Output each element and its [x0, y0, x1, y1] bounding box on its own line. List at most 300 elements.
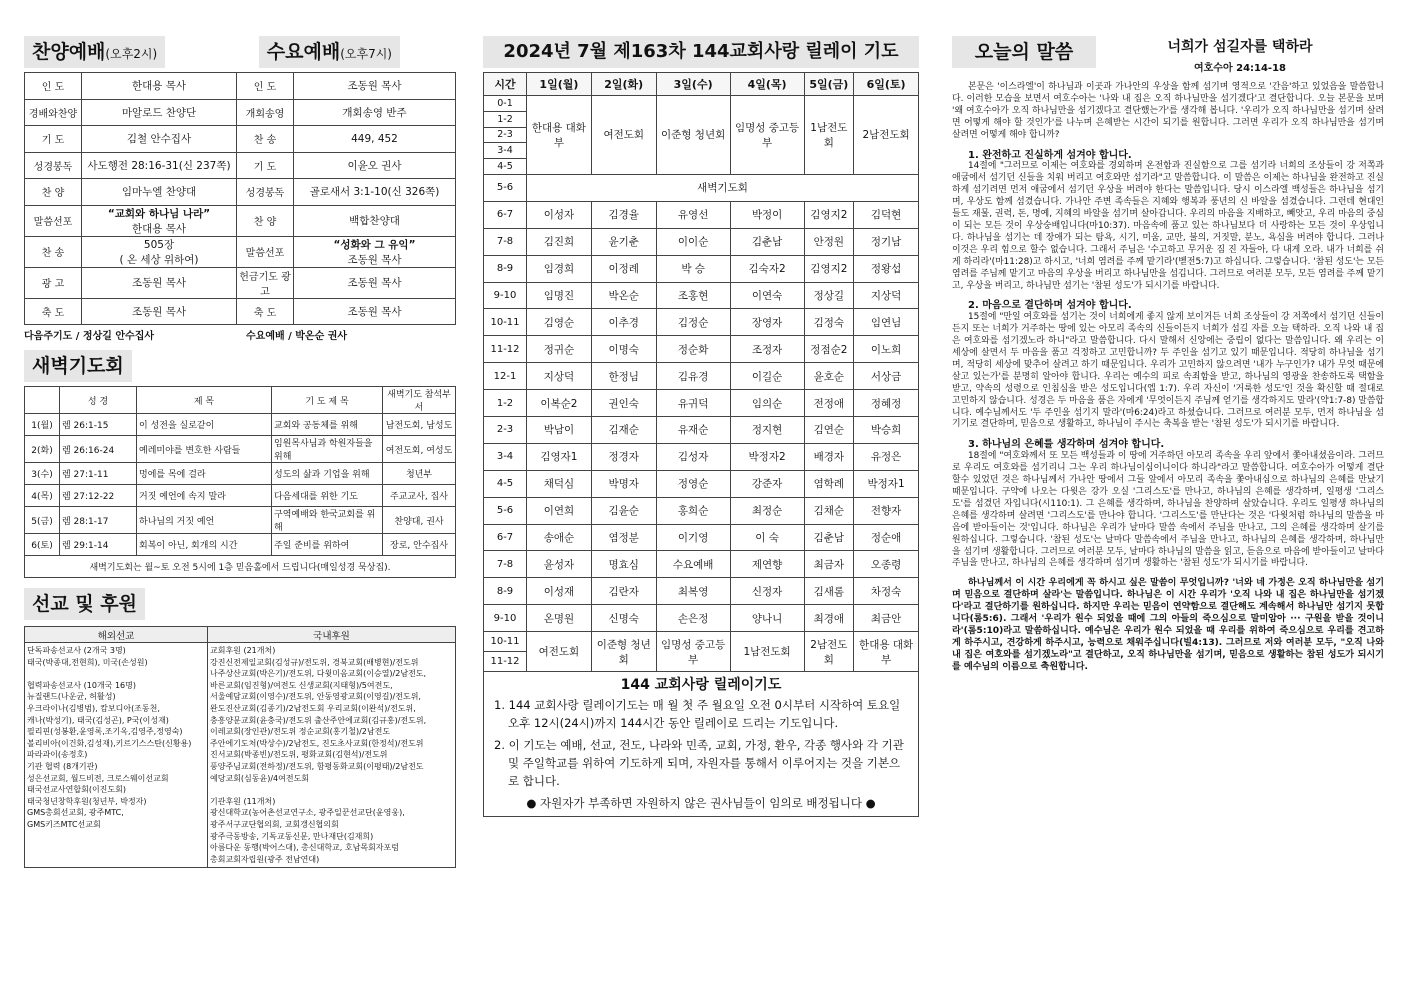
relay-row	[484, 551, 919, 578]
relay-cell: 정혜정	[854, 390, 919, 417]
relay-row	[484, 336, 919, 363]
sunday-row-value-text: “교회와 하나님 나라”	[107, 207, 211, 220]
wednesday-row-value-sub: 조동원 목사	[347, 253, 402, 266]
dawn-prayer: 임원목사님과 학원자들을 위해	[272, 436, 383, 463]
relay-time: 8-9	[484, 255, 527, 282]
relay-time: 11-12	[484, 336, 527, 363]
overseas-line: 볼리비아(이건화,김성재),키르기스스탄(신황용)	[27, 738, 192, 748]
overseas-mission-list	[25, 643, 208, 868]
domestic-line: 나주상산교회(박은기)/전도위, 다윗미음교회(이승열)/2남전도,	[210, 669, 427, 679]
domestic-line: 풍양주님교회(전하정)/전도위, 함평동화교회(이평태)/2남전도	[210, 761, 424, 771]
wednesday-row-value	[294, 152, 456, 179]
relay-header: 5일(금)	[804, 73, 854, 96]
relay-cell: 정순화	[656, 336, 730, 363]
relay-cell: 유재순	[656, 417, 730, 444]
relay-cell: 조정자	[730, 336, 804, 363]
overseas-line: 파라과이(송정호)	[27, 750, 88, 760]
relay-time: 11-12	[484, 652, 527, 672]
sunday-row-value	[82, 205, 237, 236]
relay-cell: 박온순	[591, 282, 656, 309]
dawn-dept: 찬양대, 권사	[383, 507, 456, 534]
relay-cell: 임연님	[854, 309, 919, 336]
relay-time: 10-11	[484, 632, 527, 652]
wednesday-row-label: 개회송영	[237, 99, 294, 126]
relay-row	[484, 470, 919, 497]
relay-row	[484, 282, 919, 309]
relay-time: 2-3	[484, 417, 527, 444]
service-row	[25, 267, 456, 298]
relay-cell: 김채순	[804, 497, 854, 524]
relay-time: 6-7	[484, 524, 527, 551]
overseas-line: 필리핀(성봉환,윤영록,조기옥,김영주,정영숙)	[27, 727, 183, 737]
dawn-title: 멍에를 목에 걸라	[137, 463, 272, 485]
dawn-dept: 장로, 안수집사	[383, 534, 456, 556]
dawn-header-bible: 성 경	[60, 387, 137, 414]
relay-cell: 정영순	[656, 470, 730, 497]
overseas-line: 태국청년창학후원(청년부, 박정자)	[27, 796, 147, 806]
relay-time: 9-10	[484, 282, 527, 309]
relay-group-cell: 2남전도회	[854, 96, 919, 175]
wednesday-row-label: 찬 송	[237, 126, 294, 153]
relay-cell: 박남이	[527, 417, 592, 444]
relay-cell: 이노희	[854, 336, 919, 363]
relay-info-item-1: 1. 144 교회사랑 릴레이기도는 매 월 첫 주 월요일 오전 0시부터 시작하여 토요일 오후 12시(24시)까지 144시간 동안 릴레이로 드리는 기도입니다.	[494, 698, 901, 731]
dawn-title: 거짓 예언에 속지 말라	[137, 485, 272, 507]
relay-cell: 박정자1	[854, 470, 919, 497]
relay-cell: 정순애	[854, 524, 919, 551]
relay-header: 2일(화)	[591, 73, 656, 96]
relay-cell: 안정원	[804, 228, 854, 255]
domestic-line: 진서교회(박종빈)/전도위, 평화교회(김현석)/전도위	[210, 750, 388, 760]
relay-info-item-2: 2. 이 기도는 예배, 선교, 전도, 나라와 민족, 교회, 가정, 환우, 각종 행사와 각 기관 및 주일학교를 위하여 기도하게 되며, 자원자를 통해서 이루어지는 것을 기본으로 합니다.	[494, 738, 904, 789]
relay-cell: 최금안	[854, 605, 919, 632]
relay-cell: 김연순	[804, 417, 854, 444]
overseas-line: 성은선교회, 월드비전, 크로스웨이선교회	[27, 773, 169, 783]
wednesday-row-value-text: 449, 452	[351, 132, 398, 145]
dawn-day: 3(수)	[25, 463, 60, 485]
wednesday-row-value	[294, 179, 456, 206]
relay-group-cell: 임명성 중고등부	[656, 632, 730, 672]
dawn-header-prayer: 기 도 제 목	[272, 387, 383, 414]
dawn-prayer-table	[24, 386, 456, 578]
service-footer	[24, 327, 456, 342]
domestic-line: 교회후원 (21개처)	[210, 646, 276, 655]
relay-group-cell: 이준형 청년회	[591, 632, 656, 672]
dawn-title: 예레미야를 변호한 사람들	[137, 436, 272, 463]
relay-time: 1-2	[484, 111, 527, 127]
dawn-prayer: 주일 준비를 위하여	[272, 534, 383, 556]
relay-cell: 이추경	[591, 309, 656, 336]
overseas-line: 우크라이나(김병범), 캄보디아(조동천,	[27, 703, 160, 713]
relay-cell: 박정이	[730, 201, 804, 228]
relay-cell: 김경율	[591, 201, 656, 228]
sermon-section-body: 14절에 "그러므로 이제는 여호와를 경외하며 온전함과 진실함으로 그를 섬기라 너희의 조상들이 강 저쪽과 애굽에서 섬기던 신들을 치워 버리고 여호와만 섬기라"고 말씀합니다. 이 말씀은 이제는 하나님을 완전하고 진실하게 섬기려면 먼저 애굽에서 섬기던 우상을 버려야 한다는 말씀입니다. 당시 이스라엘 백성들은 하나님을 섬기며, 우상도 함께 섬겼습니다. 가나안 주변 족속들은 지혜와 행복과 풍년의 신 바알을 섬겼습니다. 그런데 현대인들도 재물, 권력, 돈, 명예, 지혜의 바알을 섬기며 살아갑니다. 우리의 마음을 지배하고, 빼앗고, 우리 마음의 중심이 되는 모든 것이 우상숭배입니다(마10:37). 마음속에 품고 있는 하나님보다 더 사랑하는 모든 것이 우상입니다. 하나님을 섬기는 데 장애가 되는 탐욕, 시기, 미움, 교만, 불의, 거짓말, 분노, 욕심을 버려야 합니다. 그러나 이것은 우리 힘으로 할수 없습니다. 그래서 주님은 '수고하고 무거운 짐 진 자들아, 다 내게 오라. 내가 너희를 쉬게 하리라'(마11:28)고 하시고, '너희 염려를 주께 맡기라'(벧전5:7)고 하십니다. 그렇습니다. '참된 성도'는 모든 염려를 주님께 맡기고 마음의 우상을 버리고 하나님만을 섬깁니다. 그러므로 여러분 모두, 모든 염려를 주께 맡기고, 우상을 버리고, 하나님만 섬기는 '참된 성도'가 되시기를 바랍니다.	[952, 161, 1384, 291]
relay-cell: 이성재	[527, 578, 592, 605]
dawn-bible: 렘 26:16-24	[60, 436, 137, 463]
relay-cell: 김춘남	[804, 524, 854, 551]
domestic-line: 이레교회(장인관)/전도위 정순교회(홍기철)/2남전도	[210, 727, 391, 737]
wednesday-row-label: 헌금기도 광 고	[237, 267, 294, 298]
relay-cell: 염학례	[804, 470, 854, 497]
relay-cell: 김영순	[527, 309, 592, 336]
relay-cell: 김성자	[656, 443, 730, 470]
wednesday-row-label: 말씀선포	[237, 236, 294, 267]
dawn-row	[25, 463, 456, 485]
relay-cell: 이복순2	[527, 390, 592, 417]
overseas-line: 협력파송선교사 (10개국 16명)	[27, 680, 136, 690]
relay-cell: 윤성자	[527, 551, 592, 578]
relay-header: 1일(월)	[527, 73, 592, 96]
relay-cell: 김정순	[656, 309, 730, 336]
relay-cell: 정지현	[730, 417, 804, 444]
sunday-row-value	[82, 179, 237, 206]
dawn-title: 하나님의 거짓 예언	[137, 507, 272, 534]
relay-time: 12-1	[484, 363, 527, 390]
relay-cell: 이연희	[527, 497, 592, 524]
relay-cell: 한정님	[591, 363, 656, 390]
relay-cell: 이기영	[656, 524, 730, 551]
relay-row	[484, 578, 919, 605]
relay-cell: 최금자	[804, 551, 854, 578]
relay-time: 5-6	[484, 497, 527, 524]
mission-table	[24, 626, 456, 868]
relay-cell: 김진희	[527, 228, 592, 255]
sunday-row-value-text: 505장	[143, 238, 175, 251]
relay-cell: 임의순	[730, 390, 804, 417]
relay-cell: 김윤순	[591, 497, 656, 524]
sunday-row-value-text: 사도행전 28:16-31(신 237쪽)	[87, 159, 231, 172]
relay-row	[484, 497, 919, 524]
relay-time: 7-8	[484, 551, 527, 578]
wednesday-row-label: 찬 양	[237, 205, 294, 236]
relay-group-cell: 여전도회	[527, 632, 592, 672]
wednesday-row-label: 성경봉독	[237, 179, 294, 206]
service-row	[25, 99, 456, 126]
relay-cell: 온명원	[527, 605, 592, 632]
dawn-day: 4(목)	[25, 485, 60, 507]
relay-row	[484, 632, 919, 652]
domestic-line: 충흥양문교회(윤충국)/전도위 출산주안에교회(김규홍)/전도위,	[210, 715, 427, 725]
dawn-title: 이 성전을 실로같이	[137, 414, 272, 436]
wednesday-row-value-text: 백합찬양대	[349, 215, 400, 227]
relay-cell: 이정례	[591, 255, 656, 282]
sermon-section-heading: 3. 하나님의 은혜를 생각하며 섬겨야 합니다.	[968, 439, 1165, 451]
domestic-line: 총회교회자립원(광주 전남연대)	[210, 854, 320, 864]
relay-cell: 김유경	[656, 363, 730, 390]
dawn-dept: 여전도회, 여성도	[383, 436, 456, 463]
relay-cell: 지상덕	[527, 363, 592, 390]
relay-cell: 명효심	[591, 551, 656, 578]
relay-cell: 정귀순	[527, 336, 592, 363]
relay-prayer-table	[483, 72, 919, 672]
sunday-row-label: 인 도	[25, 73, 82, 100]
wednesday-row-value	[294, 236, 456, 267]
sunday-row-value	[82, 73, 237, 100]
wednesday-row-value	[294, 205, 456, 236]
dawn-prayer: 교회와 공동체를 위해	[272, 414, 383, 436]
relay-group-cell: 2남전도회	[804, 632, 854, 672]
service-row	[25, 236, 456, 267]
relay-cell: 김덕현	[854, 201, 919, 228]
relay-cell: 유정은	[854, 443, 919, 470]
relay-cell: 전정애	[804, 390, 854, 417]
relay-row	[484, 417, 919, 444]
domestic-line: 예당교회(심동윤)/4여전도회	[210, 773, 310, 783]
relay-time: 5-6	[484, 174, 527, 201]
relay-header: 6일(토)	[854, 73, 919, 96]
sermon-title: 너희가 섬길자를 택하라	[1167, 39, 1313, 55]
relay-header: 4일(목)	[730, 73, 804, 96]
sunday-row-value	[82, 236, 237, 267]
overseas-line: 단독파송선교사 (2개국 3명)	[27, 646, 126, 655]
dawn-header-title: 제 목	[137, 387, 272, 414]
sunday-row-value-text: 김철 안수집사	[126, 133, 192, 146]
dawn-day: 2(화)	[25, 436, 60, 463]
dawn-day: 6(토)	[25, 534, 60, 556]
service-row	[25, 73, 456, 100]
sunday-row-value-text: 조동원 목사	[131, 305, 187, 318]
relay-cell: 박 승	[656, 255, 730, 282]
relay-cell: 최경애	[804, 605, 854, 632]
overseas-line: 태국(박종대,전현희), 미국(손성원)	[27, 657, 148, 667]
relay-row	[484, 390, 919, 417]
domestic-line: 바른교회(임진형)/여전도 신생교회(지태형)/5여전도,	[210, 680, 393, 690]
relay-time: 4-5	[484, 159, 527, 175]
relay-row	[484, 255, 919, 282]
relay-cell: 송애순	[527, 524, 592, 551]
relay-time: 2-3	[484, 127, 527, 143]
relay-cell: 정왕섭	[854, 255, 919, 282]
service-row	[25, 126, 456, 153]
sermon-section-heading: 2. 마음으로 결단하며 섬겨야 합니다.	[968, 300, 1132, 312]
sermon-section-heading: 1. 완전하고 진실하게 섬겨야 합니다.	[968, 149, 1132, 161]
wednesday-row-value	[294, 99, 456, 126]
domestic-line: 광주서구교단협의회, 교회갱신협의회	[210, 819, 339, 829]
relay-cell: 김재순	[591, 417, 656, 444]
relay-prayer-title: 2024년 7월 제163차 144교회사랑 릴레이 기도	[483, 36, 919, 68]
relay-cell: 윤기춘	[591, 228, 656, 255]
relay-cell: 염정분	[591, 524, 656, 551]
relay-group-cell: 1남전도회	[730, 632, 804, 672]
relay-cell: 김영자1	[527, 443, 592, 470]
wednesday-row-value	[294, 298, 456, 325]
overseas-line: GMS총회선교회, 광주MTC,	[27, 808, 124, 818]
overseas-line: 기관 협력 (8개기관)	[27, 761, 98, 771]
sermon-sections	[952, 150, 1384, 571]
wednesday-row-value	[294, 73, 456, 100]
relay-cell: 정기남	[854, 228, 919, 255]
overseas-line: GMS키즈MTC선교회	[27, 819, 101, 829]
sunday-row-label: 찬 양	[25, 179, 82, 206]
service-row	[25, 152, 456, 179]
relay-cell: 신정자	[730, 578, 804, 605]
relay-time: 9-10	[484, 605, 527, 632]
relay-info-title: 144 교회사랑 릴레이기도	[620, 677, 782, 694]
dawn-row	[25, 507, 456, 534]
relay-cell: 차정숙	[854, 578, 919, 605]
relay-time: 6-7	[484, 201, 527, 228]
dawn-header-dept: 새벽기도 참석부서	[383, 387, 456, 414]
relay-cell: 김춘남	[730, 228, 804, 255]
domestic-line	[210, 784, 453, 796]
relay-time: 0-1	[484, 96, 527, 112]
domestic-line: 완도진산교회(김종기)/2남전도회 우리교회(이완석)/전도위,	[210, 703, 416, 713]
sunday-row-label: 광 고	[25, 267, 82, 298]
relay-cell: 배경자	[804, 443, 854, 470]
mission-col-domestic: 국내후원	[208, 627, 456, 643]
relay-cell: 오종령	[854, 551, 919, 578]
left-column	[24, 36, 456, 868]
sunday-row-value	[82, 152, 237, 179]
wednesday-row-value	[294, 267, 456, 298]
relay-cell: 채덕심	[527, 470, 592, 497]
service-row	[25, 179, 456, 206]
relay-cell: 양나니	[730, 605, 804, 632]
dawn-row	[25, 414, 456, 436]
relay-cell: 박명자	[591, 470, 656, 497]
dawn-bible: 렘 27:1-11	[60, 463, 137, 485]
relay-row	[484, 309, 919, 336]
relay-dawn-service: 새벽기도회	[527, 174, 919, 201]
dawn-prayer: 구역예배와 한국교회를 위해	[272, 507, 383, 534]
relay-cell: 정상길	[804, 282, 854, 309]
relay-group-cell: 임명성 중고등부	[730, 96, 804, 175]
domestic-line: 광주극동방송, 기독교동신문, 만나재단(김재희)	[210, 831, 374, 841]
sunday-row-label: 기 도	[25, 126, 82, 153]
relay-cell: 박정자2	[730, 443, 804, 470]
sunday-row-value-sub: ( 온 세상 위하여)	[119, 253, 199, 266]
relay-cell: 최복영	[656, 578, 730, 605]
dawn-prayer: 성도의 삶과 기업을 위해	[272, 463, 383, 485]
relay-header: 시간	[484, 73, 527, 96]
relay-cell: 이길순	[730, 363, 804, 390]
sunday-row-value-text: 한대용 목사	[131, 80, 187, 93]
relay-row-dawn	[484, 174, 919, 201]
sunday-row-value	[82, 99, 237, 126]
dawn-prayer-header: 새벽기도회	[24, 350, 132, 382]
sunday-row-value-text: 마알로드 찬양단	[121, 106, 197, 119]
sunday-row-value-sub: 한대용 목사	[131, 222, 187, 235]
relay-cell: 서상금	[854, 363, 919, 390]
service-row	[25, 205, 456, 236]
relay-row	[484, 201, 919, 228]
sermon-reference: 여호수아 24:14-18	[1193, 63, 1287, 74]
middle-column	[483, 36, 919, 817]
domestic-support-list	[208, 643, 456, 868]
overseas-line: 뉴질랜드(나운균, 허활성)	[27, 692, 116, 702]
relay-cell: 임명진	[527, 282, 592, 309]
sunday-row-value	[82, 126, 237, 153]
service-row	[25, 298, 456, 325]
dawn-bible: 렘 28:1-17	[60, 507, 137, 534]
sunday-row-value	[82, 267, 237, 298]
wednesday-row-value-text: 조동원 목사	[347, 277, 402, 289]
sunday-row-value	[82, 298, 237, 325]
relay-cell: 수요예배	[656, 551, 730, 578]
dawn-bible: 렘 27:12-22	[60, 485, 137, 507]
relay-info-box	[483, 672, 919, 817]
wednesday-row-value-text: “성화와 그 유익”	[333, 238, 416, 251]
relay-cell: 김숙자2	[730, 255, 804, 282]
relay-cell: 이 숙	[730, 524, 804, 551]
wednesday-row-label: 축 도	[237, 298, 294, 325]
relay-cell: 유영선	[656, 201, 730, 228]
relay-header: 3일(수)	[656, 73, 730, 96]
relay-cell: 손은정	[656, 605, 730, 632]
relay-cell: 김영지2	[804, 201, 854, 228]
wednesday-row-value	[294, 126, 456, 153]
sunday-next-prayer: 다음주기도 / 정상길 안수집사	[24, 331, 155, 342]
sunday-service-header: 찬양예배(오후2시)	[24, 36, 165, 68]
relay-cell: 김정숙	[804, 309, 854, 336]
overseas-line: 캐나(박성기), 태국(김성곤), P국(이성재)	[27, 715, 169, 725]
sunday-row-value-text: 조동원 목사	[131, 277, 187, 289]
domestic-line: 아름다운 동행(박어스대), 총신대학교, 호남목회자포럼	[210, 843, 399, 853]
relay-cell: 정점순2	[804, 336, 854, 363]
relay-row	[484, 443, 919, 470]
relay-group-cell: 한대용 대화부	[527, 96, 592, 175]
relay-time: 3-4	[484, 143, 527, 159]
dawn-bible: 렘 26:1-15	[60, 414, 137, 436]
sunday-row-label: 말씀선포	[25, 205, 82, 236]
sunday-row-label: 성경봉독	[25, 152, 82, 179]
sermon-section-body: 15절에 "만일 여호와를 섬기는 것이 너희에게 좋지 않게 보이거든 너희 조상들이 강 저쪽에서 섬기던 신들이든지 또는 너희가 거주하는 땅에 있는 아모리 족속의 신들이든지 너희가 섬길 자를 오늘 택하라. 오직 나와 내 집은 여호와를 섬기겠노라 하니"라고 말씀합니다. 다시 말해서 신앙에는 중립이 없다는 말씀입니다. 왜 우리는 이 세상에 살면서 두 마음을 품고 걱정하고 고민합니까? 두 주인을 섬기고 있기 때문입니다. 적당히 하나님을 섬기며, 적당히 세상에 맞추어 살려고 하기 때문입니다. 우리가 고민하지 않으려면 '내가 누구인가? 내가 무엇 때문에 살고 있는가'를 분명히 알아야 합니다. 우리는 예수의 피로 속죄함을 받고, 하나님의 영광을 찬송하도록 택함을 받고, 약속의 성령으로 인침심을 받은 성도입니다(엡 1:7). 우리 자신이 '거룩한 성도'인 것을 확신할 때 절대로 고민하지 않습니다. 성경은 두 마음을 품은 자에게 '무엇이든지 주님께 얻기를 생각하지도 말라'(약1:7-8) 말씀합니다. 예수님께서도 '두 주인을 섬기지 말라'(마6:24)라고 하셨습니다. 그러므로 여러분 모두, 먼저 하나님을 섬기기로 결단하며, 믿음으로 생활하고, 하나님이 주시는 축복을 받는 '참된 성도'가 되시기를 바랍니다.	[952, 312, 1384, 430]
relay-cell: 임경희	[527, 255, 592, 282]
wednesday-row-label: 인 도	[237, 73, 294, 100]
relay-time: 4-5	[484, 470, 527, 497]
relay-cell: 박승희	[854, 417, 919, 444]
relay-cell: 강준자	[730, 470, 804, 497]
relay-group-cell: 여전도회	[591, 96, 656, 175]
sermon-conclusion: 하나님께서 이 시간 우리에게 꼭 하시고 싶은 말씀이 무엇입니까? '너와 네 가정은 오직 하나님만을 섬기며 믿음으로 결단하며 살라'는 말씀입니다. 하나님은 이 시간 우리가 '오직 나와 내 집은 하나님만을 섬기겠다'라고 결단하기를 원하십니다. 하지만 우리는 믿음이 연약함으로 결단해도 계속해서 하나님만 섬기지 못합니다(롬5:6). 그래서 '우리가 원수 되었을 때에 그의 아들의 죽으심으로 말미암아 ··· 구원을 받을 것이니라'(롬5:10)라고 말씀하십니다. 예수님은 우리가 원수 되었을 때 우리를 위하여 죽으심으로 우리를 견고하게 하주시고, 견강하게 하주시고, 능력으로 채워주십니다(빌4:13). 그러므로 저와 여러분 모두, "오직 나와 내 집은 여호와를 섬기겠노라"고 결단하고, 오직 하나님만을 섬기며, 믿음으로 생활하는 참된 성도가 되시기를 예수님의 이름으로 축원합니다.	[952, 578, 1384, 672]
sunday-row-label: 축 도	[25, 298, 82, 325]
relay-time: 10-11	[484, 309, 527, 336]
dawn-title: 회복이 아닌, 회개의 시간	[137, 534, 272, 556]
domestic-line: 주안에기도처(박상수)/2남전도, 진도초사교회(한정석)/전도위	[210, 738, 424, 748]
dawn-dept: 주교교사, 집사	[383, 485, 456, 507]
relay-time: 8-9	[484, 578, 527, 605]
sunday-row-value-text: 임마누엘 찬양대	[121, 186, 197, 199]
relay-cell: 이성자	[527, 201, 592, 228]
dawn-row	[25, 436, 456, 463]
wednesday-service-header: 수요예배(오후7시)	[259, 36, 400, 68]
mission-header: 선교 및 후원	[24, 588, 145, 620]
dawn-prayer: 다음세대를 위한 기도	[272, 485, 383, 507]
sunday-row-label: 경배와찬양	[25, 99, 82, 126]
relay-row	[484, 363, 919, 390]
relay-cell: 홍희순	[656, 497, 730, 524]
sunday-row-label: 찬 송	[25, 236, 82, 267]
relay-row	[484, 228, 919, 255]
wednesday-row-value-text: 이윤오 권사	[347, 159, 402, 172]
relay-group-cell: 이준형 청년회	[656, 96, 730, 175]
relay-cell: 지상덕	[854, 282, 919, 309]
relay-cell: 김새롬	[804, 578, 854, 605]
relay-row	[484, 96, 919, 112]
relay-cell: 이명숙	[591, 336, 656, 363]
wednesday-row-value-text: 골로새서 3:1-10(신 326쪽)	[309, 186, 440, 199]
relay-cell: 윤호순	[804, 363, 854, 390]
mission-col-overseas: 해외선교	[25, 627, 208, 643]
dawn-day: 1(월)	[25, 414, 60, 436]
relay-cell: 유귀덕	[656, 390, 730, 417]
sermon-header: 오늘의 말씀	[952, 36, 1096, 68]
service-order-table	[24, 72, 456, 325]
relay-cell: 전향자	[854, 497, 919, 524]
relay-cell: 신명숙	[591, 605, 656, 632]
relay-cell: 정경자	[591, 443, 656, 470]
wednesday-row-value-text: 개회송영 반주	[342, 106, 407, 119]
